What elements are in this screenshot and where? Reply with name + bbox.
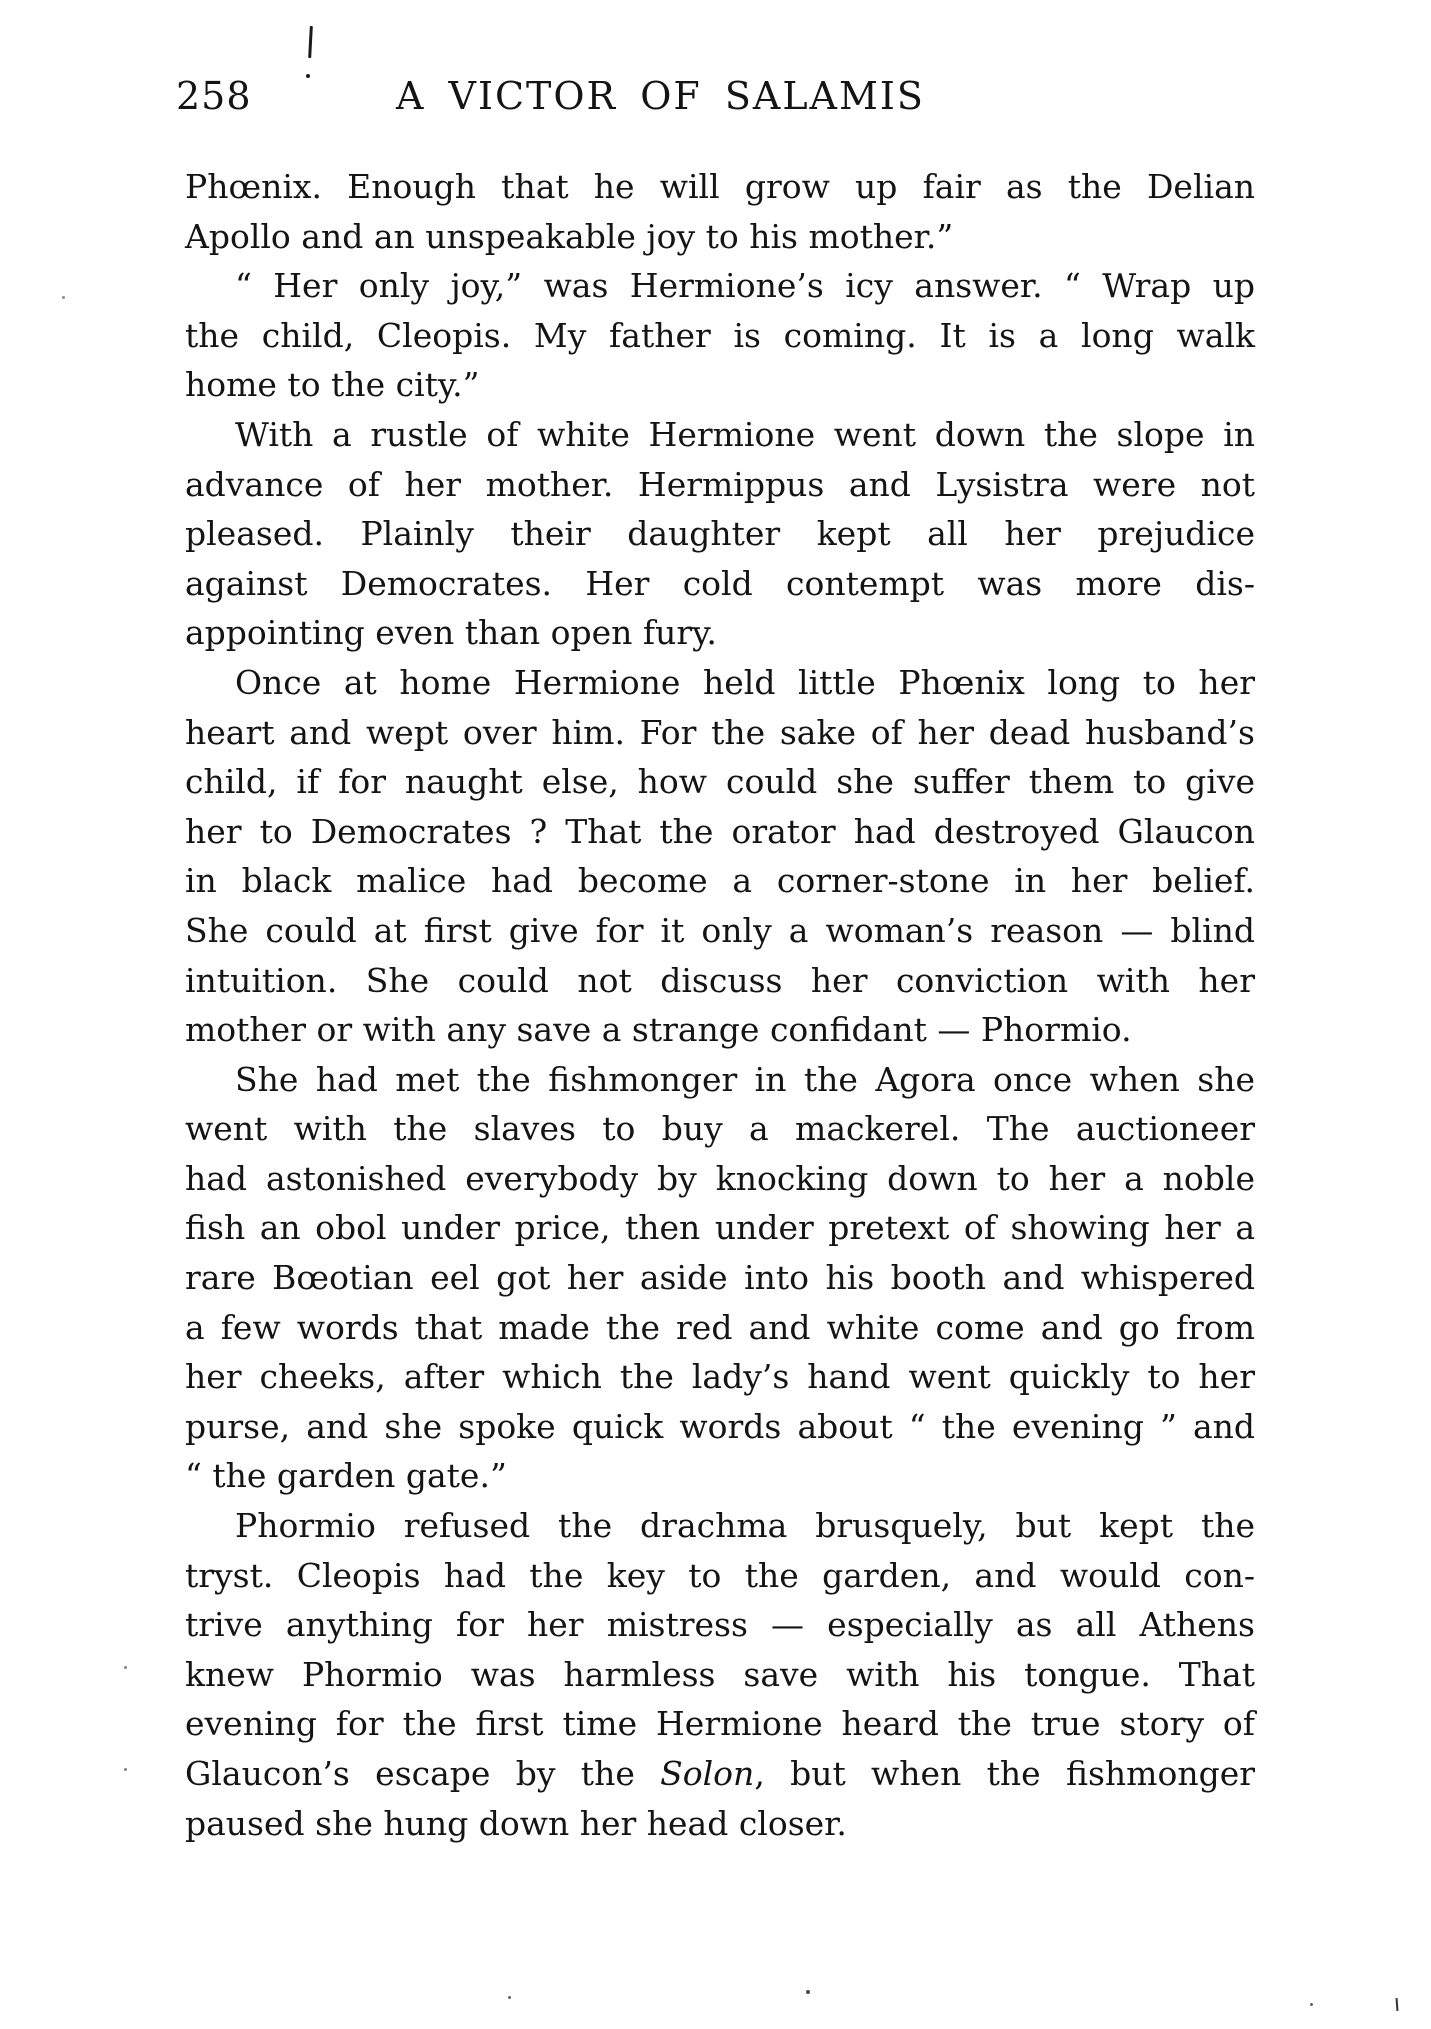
text-line: Phœnix. Enough that he will grow up fair as the Delian	[185, 167, 1255, 206]
text-line: home to the city.”	[185, 365, 480, 405]
text-segment: Glaucon’s escape by the	[185, 1754, 661, 1793]
text-line: fish an obol under price, then under pretext of showing her a	[185, 1208, 1255, 1248]
text-line: in black malice had become a corner-stone in her belief.	[185, 861, 1255, 901]
text-line: a few words that made the red and white come and go from	[185, 1307, 1255, 1347]
text-line: rare Bœotian eel got her aside into his booth and whispered	[185, 1258, 1255, 1298]
text-line: her to Democrates ? That the orator had destroyed Glaucon	[185, 811, 1255, 851]
text-line: Phormio refused the drachma brusquely, but kept the	[235, 1506, 1255, 1546]
text-line: appointing even than open fury.	[185, 613, 717, 653]
text-line: She had met the fishmonger in the Agora once when she	[235, 1059, 1255, 1099]
text-line: Once at home Hermione held little Phœnix long to her	[235, 662, 1255, 702]
text-line: tryst. Cleopis had the key to the garden, and would con-	[185, 1555, 1255, 1595]
text-line: paused she hung down her head closer.	[185, 1803, 847, 1843]
text-line: her cheeks, after which the lady’s hand went quickly to her	[185, 1357, 1255, 1397]
text-line: had astonished everybody by knocking down to her a noble	[185, 1158, 1255, 1198]
text-line: purse, and she spoke quick words about “ the evening ” and	[185, 1406, 1255, 1446]
text-line: intuition. She could not discuss her conviction with her	[185, 960, 1255, 1000]
text-line: evening for the first time Hermione heard the true story of	[185, 1704, 1255, 1744]
text-segment: , but when the fishmonger	[754, 1754, 1255, 1793]
text-line: “ the garden gate.”	[185, 1456, 507, 1496]
text-line: the child, Cleopis. My father is coming. It is a long walk	[185, 315, 1255, 355]
page-number: 258	[176, 74, 252, 118]
text-line: trive anything for her mistress — especially as all Athens	[185, 1605, 1255, 1645]
text-line: “ Her only joy,” was Hermione’s icy answer. “ Wrap up	[235, 266, 1255, 306]
page-body	[185, 162, 1255, 1848]
scan-speck	[1310, 2003, 1313, 2006]
text-line: pleased. Plainly their daughter kept all her prejudice	[185, 514, 1255, 554]
scan-speck	[124, 1666, 127, 1669]
text-line: Apollo and an unspeakable joy to his mother.”	[185, 216, 954, 256]
running-title: A VICTOR OF SALAMIS	[396, 74, 925, 118]
text-line: She could at first give for it only a woman’s reason — blind	[185, 910, 1255, 950]
scan-speck	[124, 1768, 127, 1771]
text-line: advance of her mother. Hermippus and Lysistra were not	[185, 464, 1255, 504]
ship-name-italic: Solon	[660, 1754, 755, 1793]
scan-speck	[806, 1990, 810, 1994]
scan-artifact-tick	[1396, 1998, 1399, 2011]
scan-speck	[508, 1996, 511, 1999]
scan-artifact-tick	[308, 26, 313, 58]
text-line: heart and wept over him. For the sake of her dead husband’s	[185, 712, 1255, 752]
text-line: child, if for naught else, how could she suffer them to give	[185, 762, 1255, 802]
text-line	[185, 1749, 1255, 1799]
text-line: against Democrates. Her cold contempt was more dis-	[185, 563, 1255, 603]
text-line: mother or with any save a strange confidant — Phormio.	[185, 1010, 1132, 1050]
text-line: went with the slaves to buy a mackerel. The auctioneer	[185, 1109, 1255, 1149]
text-line: With a rustle of white Hermione went down the slope in	[235, 414, 1255, 454]
page-header	[0, 70, 1431, 122]
scan-speck	[62, 296, 65, 299]
text-line: knew Phormio was harmless save with his tongue. That	[185, 1654, 1255, 1694]
